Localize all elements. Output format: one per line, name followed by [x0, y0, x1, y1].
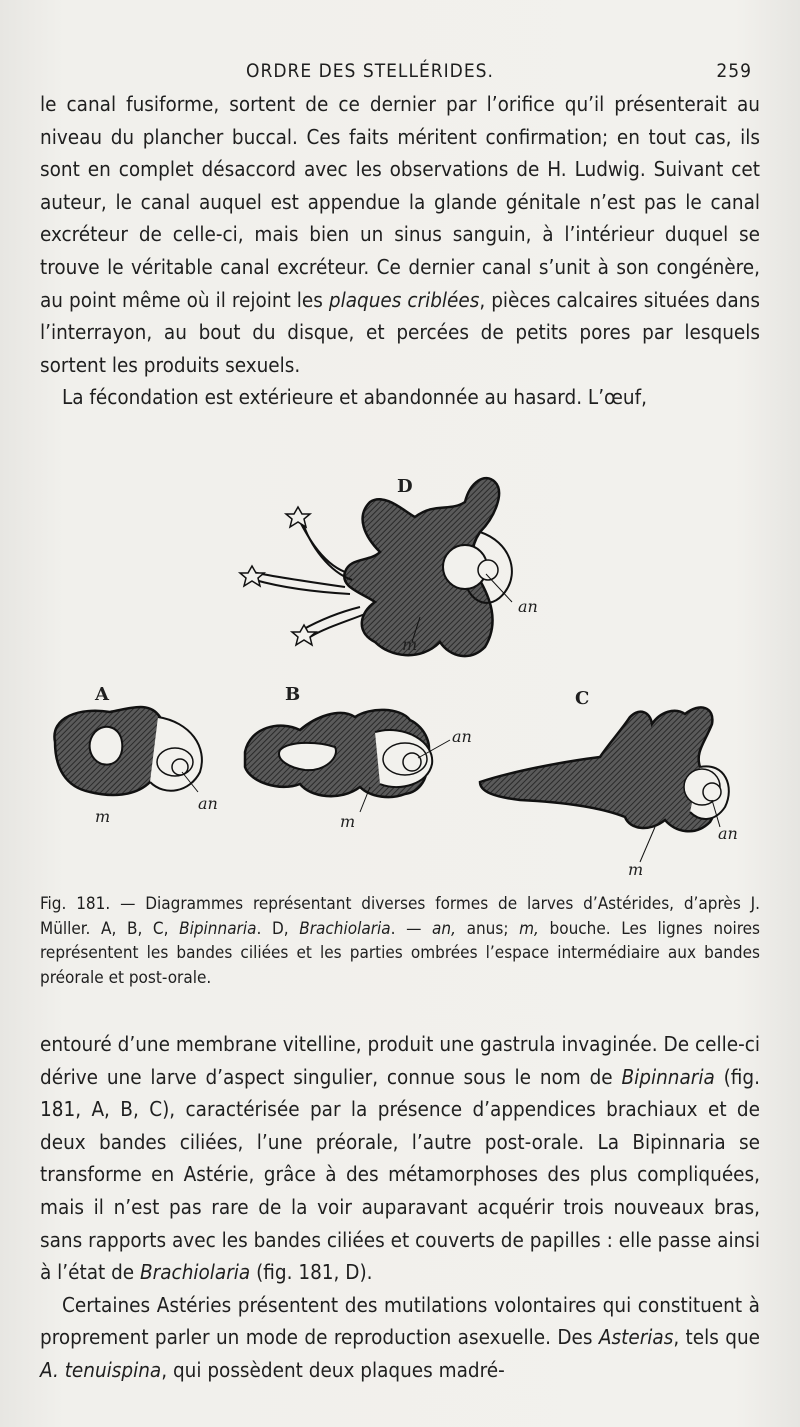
larvae-diagram	[40, 462, 770, 892]
figure-caption: Fig. 181. — Diagrammes représentant diverses formes de larves d’Astérides, d’après J. Müller. A, B, C, Bipinnaria. D, Brachiolaria. — an, anus; m, bouche. Les lignes noires représentent les bandes ciliées et les parties ombrées l’espace intermédiaire aux bandes préorale et post-orale.	[40, 894, 760, 988]
body-text-bottom	[40, 1028, 760, 1387]
figure-label-d: D	[397, 476, 413, 497]
figure-label-a: A	[95, 684, 109, 705]
paragraph: le canal fusiforme, sortent de ce dernier par l’orifice qu’il présenterait au niveau du plancher buccal. Ces faits méritent confirmation; en tout cas, ils sont en complet désaccord avec les observations de H. Ludwig. Suivant cet auteur, le canal auquel est appendue la glande génitale n’est pas le canal excréteur de celle-ci, mais bien un sinus sanguin, à l’intérieur duquel se trouve le véritable canal excréteur. Ce dernier canal s’unit à son congénère, au point même où il rejoint les plaques criblées, pièces calcaires situées dans l’interrayon, au bout du disque, et percées de petits pores par lesquels sortent les produits sexuels.	[40, 92, 760, 377]
larva-b	[245, 710, 450, 812]
italic-term: m,	[519, 918, 539, 939]
figure-label-c: C	[575, 688, 590, 709]
annotation-m-b: m	[340, 812, 356, 831]
annotation-an-c: an	[718, 824, 738, 843]
italic-term: Brachiolaria	[299, 918, 391, 939]
annotation-an-d: an	[518, 597, 538, 616]
annotation-an-b: an	[452, 727, 472, 746]
italic-term: an,	[432, 918, 456, 939]
italic-term: Bipinnaria	[621, 1064, 715, 1089]
larva-a	[54, 707, 201, 795]
figure-181	[40, 462, 770, 892]
chapter-title: ORDRE DES STELLÉRIDES.	[246, 60, 494, 82]
annotation-m-d: m	[402, 635, 418, 654]
paragraph: La fécondation est extérieure et abandonnée au hasard. L’œuf,	[62, 385, 647, 410]
italic-term: plaques criblées	[328, 287, 480, 312]
paragraph: entouré d’une membrane vitelline, produit une gastrula invaginée. De celle-ci dérive une larve d’aspect singulier, connue sous le nom de Bipinnaria (fig. 181, A, B, C), caractérisée par la présence d’appendices brachiaux et de deux bandes ciliées, l’une préorale, l’autre post-orale. La Bipinnaria se transforme en Astérie, grâce à des métamorphoses des plus compliquées, mais il n’est pas rare de la voir auparavant acquérir trois nouveaux bras, sans rapports avec les bandes ciliées et couverts de papilles : elle passe ainsi à l’état de Brachiolaria (fig. 181, D).	[40, 1032, 760, 1285]
italic-term: Bipinnaria	[179, 918, 257, 939]
paragraph: Certaines Astéries présentent des mutilations volontaires qui constituent à proprement parler un mode de reproduction asexuelle. Des Asterias, tels que A. tenuispina, qui possèdent deux plaques madré-	[40, 1292, 761, 1382]
body-text-top	[40, 88, 760, 414]
annotation-m-a: m	[95, 807, 111, 826]
larva-c	[480, 707, 729, 862]
annotation-m-c: m	[628, 860, 644, 879]
running-header	[0, 58, 800, 88]
annotation-an-a: an	[198, 794, 218, 813]
larva-d	[240, 478, 512, 656]
page-number: 259	[716, 60, 752, 82]
italic-term: Brachiolaria	[140, 1260, 251, 1285]
italic-term: Asterias	[598, 1325, 674, 1350]
italic-term: A. tenuispina	[40, 1357, 162, 1382]
figure-label-b: B	[285, 684, 301, 705]
